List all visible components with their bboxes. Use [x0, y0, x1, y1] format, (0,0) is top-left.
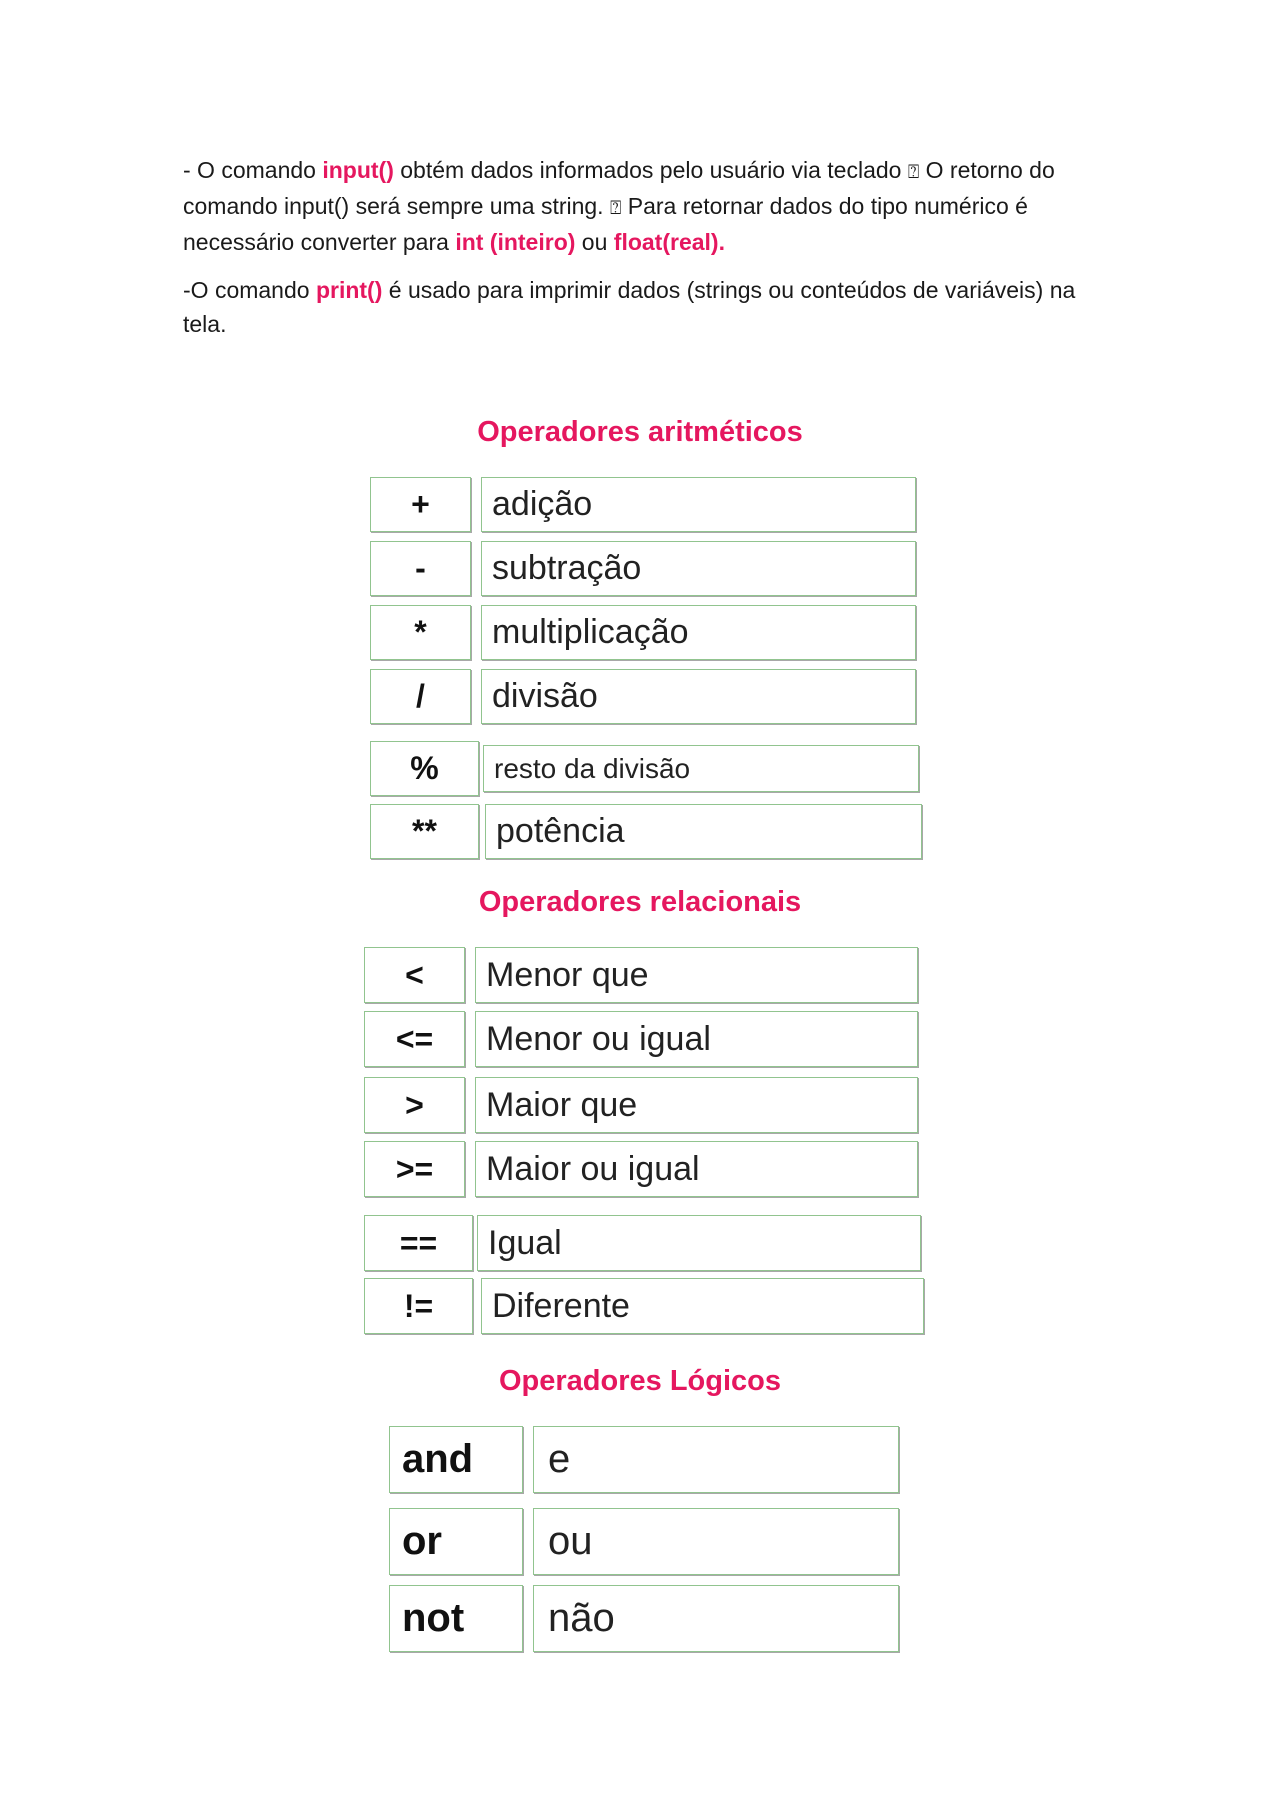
operator-cell: +: [370, 477, 471, 532]
operator-cell: -: [370, 541, 471, 596]
text-run: - O comando: [183, 157, 323, 183]
operator-cell: %: [370, 741, 479, 796]
operator-cell: >=: [364, 1141, 465, 1197]
operator-description-cell: Menor que: [475, 947, 918, 1003]
operator-cell: not: [389, 1585, 523, 1652]
print-description-paragraph: [183, 273, 1113, 341]
operator-description-cell: multiplicação: [481, 605, 916, 660]
missing-glyph-icon: ⍰: [907, 161, 920, 183]
operator-description-cell: resto da divisão: [483, 745, 919, 792]
operator-description-cell: adição: [481, 477, 916, 532]
text-run: Para retornar dados do tipo numérico é necessário converter para: [183, 193, 1028, 255]
operator-cell: *: [370, 605, 471, 660]
arithmetic-operators-heading: Operadores aritméticos: [477, 416, 803, 448]
operator-cell: <: [364, 947, 465, 1003]
text-run: O retorno do comando input() será sempre uma string.: [183, 157, 1055, 219]
text-run: obtém dados informados pelo usuário via teclado: [393, 157, 908, 183]
print-keyword: print(): [315, 277, 383, 303]
operator-description-cell: ou: [533, 1508, 899, 1575]
operator-cell: and: [389, 1426, 523, 1493]
operator-cell: or: [389, 1508, 523, 1575]
operator-description-cell: Menor ou igual: [475, 1011, 918, 1067]
float-keyword: float(real).: [613, 229, 725, 255]
operator-cell: !=: [364, 1278, 473, 1334]
text-run: ou: [575, 229, 614, 255]
input-description-paragraph: [183, 153, 1113, 259]
operator-description-cell: Diferente: [481, 1278, 924, 1334]
missing-glyph-icon: ⍰: [609, 197, 622, 219]
operator-description-cell: Maior ou igual: [475, 1141, 918, 1197]
operator-cell: <=: [364, 1011, 465, 1067]
text-run: é usado para imprimir dados (strings ou conteúdos de variáveis) na tela.: [183, 277, 1076, 337]
operator-cell: /: [370, 669, 471, 724]
int-keyword: int (inteiro): [455, 229, 576, 255]
operator-cell: >: [364, 1077, 465, 1133]
text-run: -O comando: [183, 277, 316, 303]
operator-description-cell: potência: [485, 804, 922, 859]
operator-description-cell: Igual: [477, 1215, 921, 1271]
logical-operators-heading: Operadores Lógicos: [498, 1365, 781, 1397]
operator-cell: **: [370, 804, 479, 859]
operator-description-cell: divisão: [481, 669, 916, 724]
operator-description-cell: subtração: [481, 541, 916, 596]
operator-description-cell: não: [533, 1585, 899, 1652]
input-keyword: input(): [322, 157, 394, 183]
relational-operators-heading: Operadores relacionais: [478, 886, 802, 918]
operator-cell: ==: [364, 1215, 473, 1271]
operator-description-cell: Maior que: [475, 1077, 918, 1133]
operator-description-cell: e: [533, 1426, 899, 1493]
